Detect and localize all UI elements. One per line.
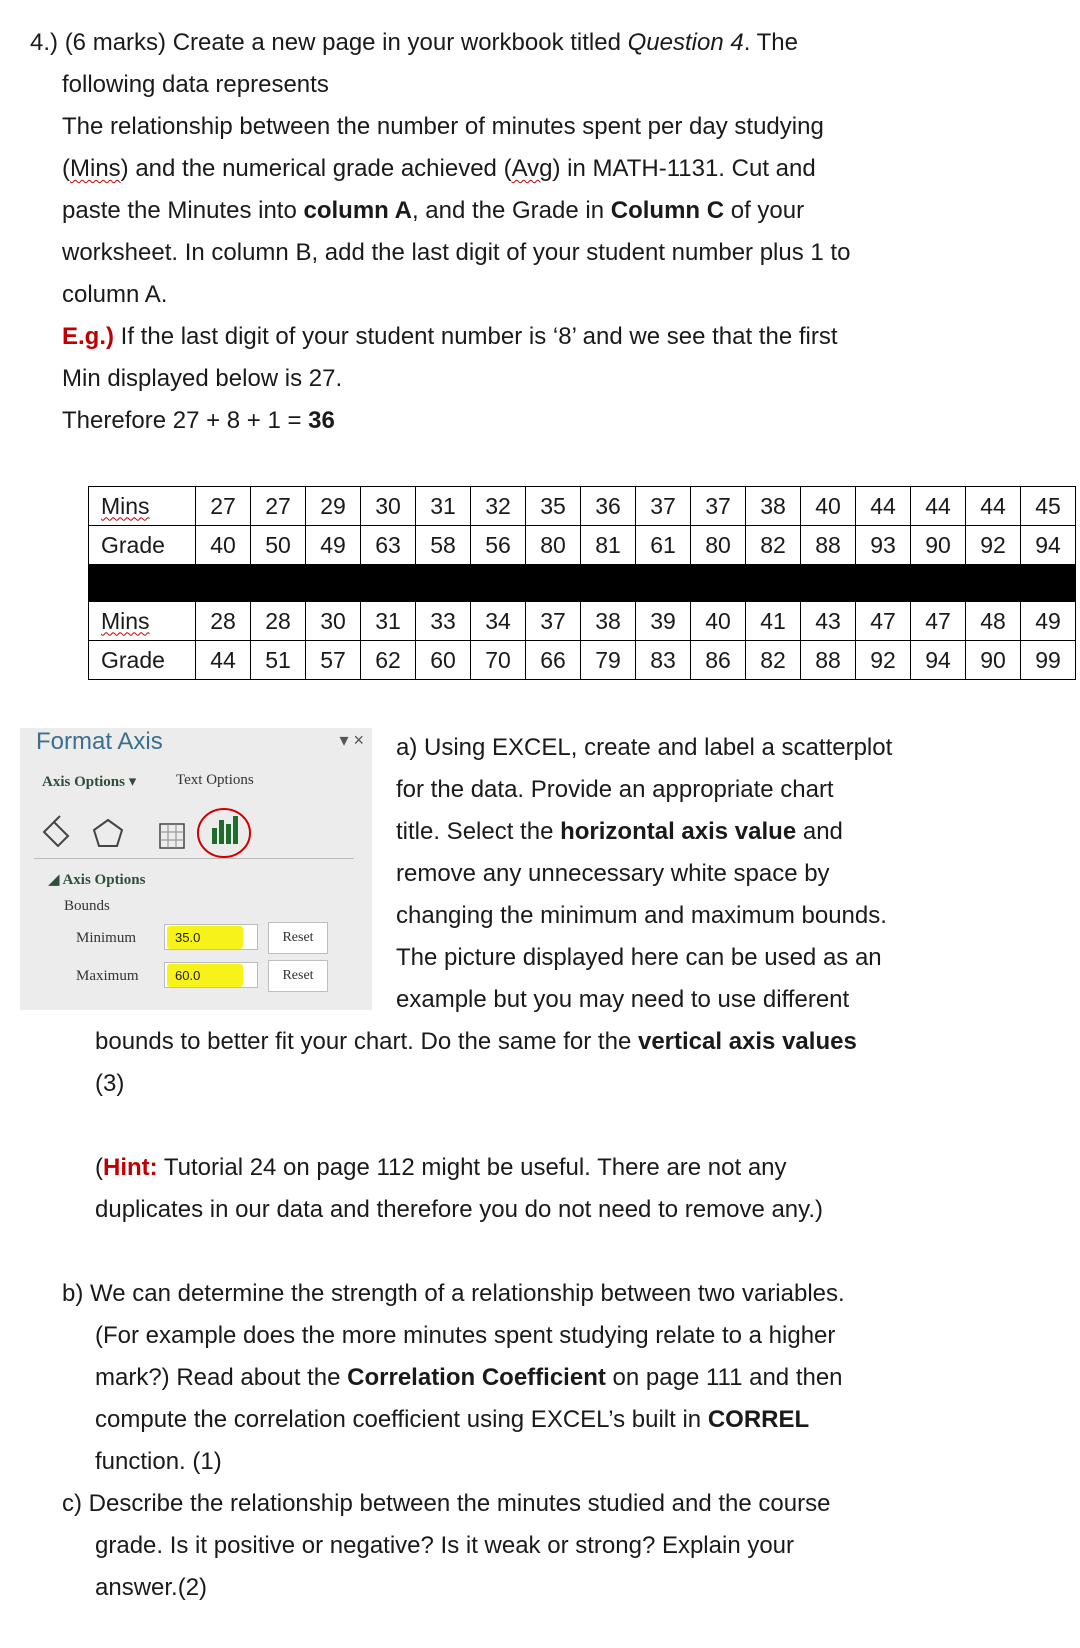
table-cell: 63	[361, 526, 416, 565]
line4-mid: ) and the numerical grade achieved (	[120, 155, 512, 182]
axis-options-section[interactable]: ◢ Axis Options	[48, 872, 146, 888]
example-text: If the last digit of your student number is ‘8’ and we see that the first	[120, 323, 838, 350]
paren: (	[62, 155, 70, 182]
separator-cell	[911, 565, 966, 602]
table-cell: 44	[856, 487, 911, 526]
separator-cell	[691, 565, 746, 602]
axis-options-icon[interactable]	[198, 809, 250, 857]
line5-start: paste the Minutes into	[62, 197, 297, 224]
therefore-result: 36	[308, 407, 335, 434]
part-a-marks: (3)	[95, 1070, 125, 1097]
part-b-l4-start: compute the correlation coefficient using EXCEL’s built in	[95, 1406, 702, 1433]
table-cell: 47	[856, 602, 911, 641]
size-properties-icon[interactable]	[160, 824, 184, 848]
separator-cell	[581, 565, 636, 602]
table-cell: 44	[966, 487, 1021, 526]
table-cell: 93	[856, 526, 911, 565]
part-b-l3-end: on page 111 and then	[612, 1364, 843, 1391]
table-cell: 94	[911, 641, 966, 680]
grade-row-1-label: Grade	[89, 526, 196, 565]
line5-mid: , and the Grade in	[411, 197, 605, 224]
correl-ref: CORREL	[707, 1406, 810, 1433]
minimum-label: Minimum	[76, 930, 137, 946]
part-a-line-5: changing the minimum and maximum bounds.	[396, 902, 887, 929]
mins-row-1	[89, 487, 1076, 526]
table-cell: 82	[746, 641, 801, 680]
table-cell: 29	[306, 487, 361, 526]
hint-paren: (	[95, 1154, 103, 1181]
table-cell: 44	[196, 641, 251, 680]
separator-cell	[416, 565, 471, 602]
hint-line-2: duplicates in our data and therefore you do not need to remove any.)	[95, 1196, 824, 1223]
question-line-4	[62, 154, 816, 184]
table-cell: 80	[526, 526, 581, 565]
table-cell: 27	[251, 487, 306, 526]
part-b-l3-start: mark?) Read about the	[95, 1364, 341, 1391]
table-cell: 48	[966, 602, 1021, 641]
part-a-line-7: example but you may need to use different	[396, 986, 850, 1013]
table-cell: 49	[1021, 602, 1076, 641]
table-cell: 31	[416, 487, 471, 526]
hint-line-1	[95, 1153, 787, 1183]
table-cell: 92	[856, 641, 911, 680]
question-line-2: following data represents	[62, 71, 329, 98]
table-cell: 51	[251, 641, 306, 680]
tab-text-options[interactable]: Text Options	[176, 772, 254, 788]
table-cell: 38	[746, 487, 801, 526]
part-a-line-3	[396, 817, 843, 847]
table-cell: 79	[581, 641, 636, 680]
table-cell: 82	[746, 526, 801, 565]
question-line-1	[30, 28, 798, 58]
table-cell: 50	[251, 526, 306, 565]
avg-abbrev: Avg	[511, 155, 553, 182]
table-cell: 34	[471, 602, 526, 641]
horizontal-axis-ref: horizontal axis value	[560, 818, 797, 845]
correlation-coefficient-ref: Correlation Coefficient	[347, 1364, 606, 1391]
table-cell: 30	[306, 602, 361, 641]
separator-cell	[856, 565, 911, 602]
table-cell: 90	[911, 526, 966, 565]
grade-row-2	[89, 641, 1076, 680]
table-cell: 44	[911, 487, 966, 526]
grade-row-2-label: Grade	[89, 641, 196, 680]
table-cell: 70	[471, 641, 526, 680]
part-a-l3-end: and	[802, 818, 843, 845]
separator-cell	[966, 565, 1021, 602]
table-cell: 88	[801, 641, 856, 680]
fill-line-icon[interactable]	[44, 816, 68, 846]
table-cell: 66	[526, 641, 581, 680]
minimum-input[interactable]	[164, 924, 258, 950]
table-cell: 80	[691, 526, 746, 565]
separator-cell	[636, 565, 691, 602]
table-cell: 40	[801, 487, 856, 526]
table-cell: 83	[636, 641, 691, 680]
maximum-input[interactable]	[164, 962, 258, 988]
part-b-line-4	[95, 1405, 809, 1435]
therefore-line	[62, 406, 335, 436]
table-cell: 35	[526, 487, 581, 526]
table-cell: 31	[361, 602, 416, 641]
part-b-line-2: (For example does the more minutes spent studying relate to a higher	[95, 1322, 836, 1349]
part-c-line-3: answer.(2)	[95, 1574, 208, 1601]
table-cell: 61	[636, 526, 691, 565]
separator	[34, 858, 354, 859]
part-b-line-3	[95, 1363, 843, 1393]
separator-cell	[361, 565, 416, 602]
section-label: Axis Options	[62, 872, 146, 888]
separator-cell	[526, 565, 581, 602]
table-cell: 41	[746, 602, 801, 641]
table-cell: 37	[691, 487, 746, 526]
part-a-line-6: The picture displayed here can be used as an	[396, 944, 882, 971]
separator-cell	[801, 565, 856, 602]
question-title-ref: Question 4	[627, 29, 744, 56]
table-cell: 58	[416, 526, 471, 565]
question-marks: (6 marks)	[64, 29, 167, 56]
mins-row-2	[89, 602, 1076, 641]
question-line-7: column A.	[62, 281, 168, 308]
table-cell: 32	[471, 487, 526, 526]
table-cell: 90	[966, 641, 1021, 680]
vertical-axis-ref: vertical axis values	[637, 1028, 857, 1055]
table-cell: 45	[1021, 487, 1076, 526]
column-a-ref: column A	[303, 197, 412, 224]
question-intro-end: . The	[743, 29, 798, 56]
table-cell: 28	[196, 602, 251, 641]
part-a-line-1: a) Using EXCEL, create and label a scatterplot	[396, 734, 893, 761]
table-cell: 62	[361, 641, 416, 680]
mins-abbrev: Mins	[70, 155, 121, 182]
panel-controls[interactable]: ▾ ×	[339, 730, 364, 750]
part-c-line-2: grade. Is it positive or negative? Is it weak or strong? Explain your	[95, 1532, 795, 1559]
table-cell: 56	[471, 526, 526, 565]
part-a-line-2: for the data. Provide an appropriate chart	[396, 776, 834, 803]
table-cell: 27	[196, 487, 251, 526]
table-cell: 37	[526, 602, 581, 641]
hint-label: Hint:	[103, 1154, 158, 1181]
question-number: 4.)	[30, 29, 59, 56]
part-a-line-4: remove any unnecessary white space by	[396, 860, 830, 887]
separator-cell	[89, 565, 196, 602]
table-cell: 39	[636, 602, 691, 641]
table-cell: 37	[636, 487, 691, 526]
example-line-1	[62, 322, 838, 352]
table-cell: 40	[691, 602, 746, 641]
question-line-6: worksheet. In column B, add the last digit of your student number plus 1 to	[62, 239, 851, 266]
separator-cell	[251, 565, 306, 602]
question-intro: Create a new page in your workbook titled	[172, 29, 621, 56]
separator-cell	[746, 565, 801, 602]
separator-cell	[196, 565, 251, 602]
table-cell: 60	[416, 641, 471, 680]
table-cell: 57	[306, 641, 361, 680]
table-cell: 49	[306, 526, 361, 565]
table-cell: 28	[251, 602, 306, 641]
table-cell: 38	[581, 602, 636, 641]
table-cell: 94	[1021, 526, 1076, 565]
part-b-line-1: b) We can determine the strength of a relationship between two variables.	[62, 1280, 845, 1307]
reset-minimum-button[interactable]: Reset	[268, 922, 328, 954]
maximum-label: Maximum	[76, 968, 139, 984]
table-cell: 92	[966, 526, 1021, 565]
example-line-2: Min displayed below is 27.	[62, 365, 343, 392]
mins-row-2-label: Mins	[89, 602, 196, 641]
table-cell: 86	[691, 641, 746, 680]
table-cell: 33	[416, 602, 471, 641]
data-table	[88, 486, 1076, 680]
question-line-3: The relationship between the number of minutes spent per day studying	[62, 113, 824, 140]
mins-row-1-label: Mins	[89, 487, 196, 526]
line5-end: of your	[730, 197, 805, 224]
part-a-l3-start: title. Select the	[396, 818, 554, 845]
table-cell: 99	[1021, 641, 1076, 680]
table-cell: 40	[196, 526, 251, 565]
separator-cell	[471, 565, 526, 602]
part-a-line-8	[95, 1027, 857, 1057]
effects-icon[interactable]	[94, 820, 122, 846]
question-line-5	[62, 196, 804, 226]
maximum-value: 60.0	[175, 968, 201, 983]
format-icons-row	[38, 802, 338, 862]
table-cell: 30	[361, 487, 416, 526]
format-axis-title: Format Axis	[36, 728, 163, 755]
table-cell: 47	[911, 602, 966, 641]
table-cell: 81	[581, 526, 636, 565]
part-a-l8-start: bounds to better fit your chart. Do the same for the	[95, 1028, 632, 1055]
line4-end: ) in MATH-1131. Cut and	[552, 155, 816, 182]
tab-axis-options[interactable]: Axis Options ▾	[42, 774, 137, 790]
table-cell: 88	[801, 526, 856, 565]
separator-cell	[1021, 565, 1076, 602]
hint-text: Tutorial 24 on page 112 might be useful. There are not any	[163, 1154, 787, 1181]
column-c-ref: Column C	[610, 197, 725, 224]
bounds-label: Bounds	[64, 898, 110, 914]
grade-row-1	[89, 526, 1076, 565]
example-label: E.g.)	[62, 323, 114, 350]
reset-maximum-button[interactable]: Reset	[268, 960, 328, 992]
minimum-value: 35.0	[175, 930, 201, 945]
table-cell: 43	[801, 602, 856, 641]
black-separator-row	[89, 565, 1076, 602]
therefore-text: Therefore 27 + 8 + 1 =	[62, 407, 302, 434]
separator-cell	[306, 565, 361, 602]
format-axis-panel	[20, 728, 372, 1010]
part-c-line-1: c) Describe the relationship between the minutes studied and the course	[62, 1490, 831, 1517]
part-b-line-5: function. (1)	[95, 1448, 222, 1475]
table-cell: 36	[581, 487, 636, 526]
